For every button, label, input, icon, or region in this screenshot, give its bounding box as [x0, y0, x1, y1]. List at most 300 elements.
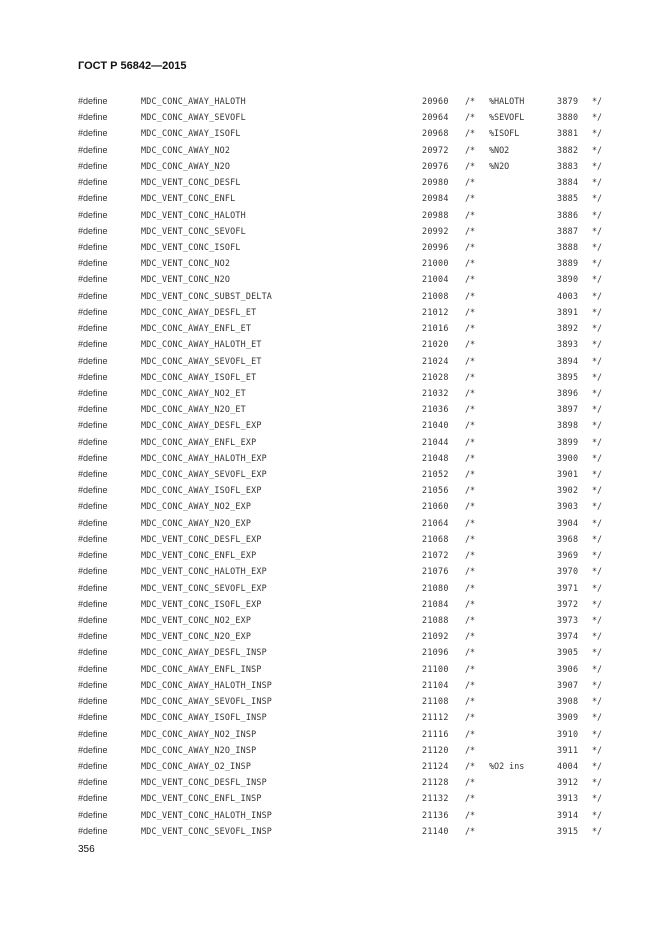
define-row: [0, 94, 661, 110]
define-keyword: #define: [78, 274, 108, 285]
comment-close: */: [592, 241, 603, 252]
comment-close: */: [592, 615, 603, 625]
reference-code: 3902: [557, 485, 579, 496]
define-row: [0, 240, 661, 256]
comment-open: /*: [465, 290, 476, 301]
comment-open: /*: [465, 615, 476, 625]
define-row: [0, 483, 661, 499]
reference-code: 3894: [557, 355, 579, 366]
reference-code: 3893: [557, 339, 579, 350]
define-row: [0, 159, 661, 175]
comment-close: */: [592, 793, 603, 804]
comment-open: /*: [465, 96, 476, 106]
macro-value: 21028: [422, 371, 449, 382]
comment-close: */: [592, 436, 603, 447]
comment-open: /*: [465, 501, 476, 512]
comment-open: /*: [465, 177, 476, 188]
define-row: [0, 808, 661, 824]
reference-code: 3898: [557, 420, 579, 431]
macro-value: 21140: [422, 825, 449, 836]
reference-code: 3886: [557, 209, 579, 220]
macro-name: MDC_CONC_AWAY_N2O_EXP: [141, 517, 252, 528]
macro-value: 21064: [422, 517, 449, 528]
define-row: [0, 337, 661, 353]
comment-close: */: [592, 663, 603, 674]
macro-name: MDC_CONC_AWAY_ISOFL_INSP: [141, 712, 267, 723]
define-keyword: #define: [78, 533, 108, 544]
comment-close: */: [592, 96, 603, 106]
comment-close: */: [592, 144, 603, 155]
define-row: [0, 208, 661, 224]
macro-name: MDC_CONC_AWAY_DESFL_EXP: [141, 420, 262, 431]
comment-open: /*: [465, 128, 476, 139]
macro-value: 21060: [422, 501, 449, 512]
macro-value: 21100: [422, 663, 449, 674]
define-row: [0, 289, 661, 305]
define-keyword: #define: [78, 663, 108, 674]
comment-open: /*: [465, 809, 476, 820]
macro-value: 21132: [422, 793, 449, 804]
macro-value: 20964: [422, 112, 449, 123]
comment-close: */: [592, 193, 603, 204]
comment-open: /*: [465, 485, 476, 496]
comment-close: */: [592, 128, 603, 139]
comment-close: */: [592, 225, 603, 236]
macro-name: MDC_VENT_CONC_N2O: [141, 274, 231, 285]
define-keyword: #define: [78, 582, 108, 593]
comment-open: /*: [465, 160, 476, 171]
comment-close: */: [592, 825, 603, 836]
macro-value: 21020: [422, 339, 449, 350]
comment-open: /*: [465, 452, 476, 463]
macro-value: 20968: [422, 128, 449, 139]
macro-name: MDC_VENT_CONC_DESFL_INSP: [141, 777, 267, 788]
define-keyword: #define: [78, 631, 108, 642]
define-keyword: #define: [78, 258, 108, 269]
macro-name: MDC_CONC_AWAY_NO2_INSP: [141, 728, 257, 739]
macro-value: 21120: [422, 744, 449, 755]
macro-name: MDC_CONC_AWAY_N2O_ET: [141, 404, 246, 415]
reference-code: 3904: [557, 517, 579, 528]
comment-open: /*: [465, 469, 476, 480]
comment-open: /*: [465, 258, 476, 269]
comment-close: */: [592, 371, 603, 382]
comment-close: */: [592, 647, 603, 658]
comment-open: /*: [465, 144, 476, 155]
macro-name: MDC_CONC_AWAY_O2_INSP: [141, 760, 252, 771]
reference-code: 3887: [557, 225, 579, 236]
define-keyword: #define: [78, 323, 108, 334]
define-keyword: #define: [78, 112, 108, 123]
macro-value: 21016: [422, 323, 449, 334]
reference-code: 3899: [557, 436, 579, 447]
comment-close: */: [592, 582, 603, 593]
comment-open: /*: [465, 420, 476, 431]
reference-code: 3968: [557, 533, 579, 544]
macro-value: 21024: [422, 355, 449, 366]
reference-code: 3974: [557, 631, 579, 642]
reference-code: 3901: [557, 469, 579, 480]
define-keyword: #define: [78, 241, 108, 252]
reference-code: 3910: [557, 728, 579, 739]
comment-open: /*: [465, 225, 476, 236]
define-row: [0, 451, 661, 467]
define-row: [0, 126, 661, 142]
comment-close: */: [592, 501, 603, 512]
define-row: [0, 824, 661, 840]
reference-code: 3911: [557, 744, 579, 755]
define-keyword: #define: [78, 696, 108, 707]
define-row: [0, 629, 661, 645]
comment-open: /*: [465, 728, 476, 739]
macro-name: MDC_VENT_CONC_SUBST_DELTA: [141, 290, 273, 301]
comment-close: */: [592, 566, 603, 577]
comment-open: /*: [465, 306, 476, 317]
define-row: [0, 548, 661, 564]
reference-code: 3888: [557, 241, 579, 252]
macro-value: 20976: [422, 160, 449, 171]
define-keyword: #define: [78, 177, 108, 188]
comment-open: /*: [465, 193, 476, 204]
reference-code: 3914: [557, 809, 579, 820]
macro-name: MDC_CONC_AWAY_ISOFL: [141, 128, 241, 139]
comment-open: /*: [465, 533, 476, 544]
define-keyword: #define: [78, 387, 108, 398]
comment-open: /*: [465, 696, 476, 707]
comment-open: /*: [465, 387, 476, 398]
define-row: [0, 727, 661, 743]
macro-value: 21004: [422, 274, 449, 285]
comment-close: */: [592, 258, 603, 269]
comment-open: /*: [465, 566, 476, 577]
macro-value: 21012: [422, 306, 449, 317]
macro-value: 21108: [422, 696, 449, 707]
comment-close: */: [592, 387, 603, 398]
macro-value: 21056: [422, 485, 449, 496]
define-keyword: #define: [78, 339, 108, 350]
define-keyword: #define: [78, 566, 108, 577]
reference-code: 3879: [557, 96, 579, 106]
macro-name: MDC_VENT_CONC_N2O_EXP: [141, 631, 252, 642]
comment-close: */: [592, 469, 603, 480]
reference-code: 3903: [557, 501, 579, 512]
comment-tag: %ISOFL: [489, 128, 520, 139]
define-row: [0, 532, 661, 548]
macro-name: MDC_CONC_AWAY_SEVOFL_INSP: [141, 696, 273, 707]
comment-tag: %O2 ins: [489, 760, 525, 771]
macro-name: MDC_CONC_AWAY_N2O: [141, 160, 231, 171]
define-keyword: #define: [78, 128, 108, 139]
reference-code: 3915: [557, 825, 579, 836]
comment-open: /*: [465, 744, 476, 755]
define-row: [0, 759, 661, 775]
reference-code: 3971: [557, 582, 579, 593]
comment-open: /*: [465, 323, 476, 334]
define-keyword: #define: [78, 825, 108, 836]
comment-close: */: [592, 339, 603, 350]
macro-name: MDC_CONC_AWAY_NO2: [141, 144, 231, 155]
comment-close: */: [592, 728, 603, 739]
define-row: [0, 694, 661, 710]
define-keyword: #define: [78, 517, 108, 528]
macro-value: 21096: [422, 647, 449, 658]
define-row: [0, 386, 661, 402]
define-row: [0, 256, 661, 272]
define-row: [0, 499, 661, 515]
macro-name: MDC_CONC_AWAY_N2O_INSP: [141, 744, 257, 755]
comment-close: */: [592, 533, 603, 544]
reference-code: 3889: [557, 258, 579, 269]
define-row: [0, 581, 661, 597]
macro-name: MDC_VENT_CONC_ENFL: [141, 193, 236, 204]
comment-open: /*: [465, 339, 476, 350]
reference-code: 3885: [557, 193, 579, 204]
define-keyword: #define: [78, 144, 108, 155]
macro-name: MDC_VENT_CONC_ISOFL_EXP: [141, 598, 262, 609]
comment-tag: %N2O: [489, 160, 510, 171]
define-row: [0, 272, 661, 288]
macro-name: MDC_VENT_CONC_ENFL_EXP: [141, 550, 257, 561]
define-row: [0, 613, 661, 629]
define-row: [0, 597, 661, 613]
define-row: [0, 305, 661, 321]
define-row: [0, 564, 661, 580]
macro-name: MDC_VENT_CONC_HALOTH_INSP: [141, 809, 273, 820]
comment-close: */: [592, 290, 603, 301]
comment-open: /*: [465, 550, 476, 561]
define-row: [0, 418, 661, 434]
comment-close: */: [592, 631, 603, 642]
define-keyword: #define: [78, 712, 108, 723]
macro-value: 21124: [422, 760, 449, 771]
comment-close: */: [592, 517, 603, 528]
macro-name: MDC_CONC_AWAY_ISOFL_ET: [141, 371, 257, 382]
define-keyword: #define: [78, 777, 108, 788]
comment-open: /*: [465, 712, 476, 723]
define-row: [0, 791, 661, 807]
reference-code: 3892: [557, 323, 579, 334]
define-row: [0, 191, 661, 207]
comment-close: */: [592, 712, 603, 723]
macro-name: MDC_VENT_CONC_DESFL: [141, 177, 241, 188]
define-keyword: #define: [78, 598, 108, 609]
macro-name: MDC_CONC_AWAY_NO2_ET: [141, 387, 246, 398]
macro-name: MDC_CONC_AWAY_NO2_EXP: [141, 501, 252, 512]
macro-value: 21088: [422, 615, 449, 625]
define-row: [0, 321, 661, 337]
comment-open: /*: [465, 760, 476, 771]
reference-code: 3882: [557, 144, 579, 155]
page-number: 356: [78, 844, 95, 855]
define-row: [0, 224, 661, 240]
comment-open: /*: [465, 598, 476, 609]
define-row: [0, 467, 661, 483]
define-row: [0, 678, 661, 694]
comment-close: */: [592, 452, 603, 463]
macro-value: 20996: [422, 241, 449, 252]
define-keyword: #define: [78, 679, 108, 690]
comment-tag: %NO2: [489, 144, 510, 155]
define-keyword: #define: [78, 355, 108, 366]
comment-close: */: [592, 550, 603, 561]
reference-code: 3907: [557, 679, 579, 690]
macro-value: 21068: [422, 533, 449, 544]
comment-close: */: [592, 696, 603, 707]
define-row: [0, 354, 661, 370]
macro-name: MDC_CONC_AWAY_SEVOFL: [141, 112, 246, 123]
define-keyword: #define: [78, 160, 108, 171]
comment-close: */: [592, 306, 603, 317]
comment-open: /*: [465, 663, 476, 674]
macro-value: 21036: [422, 404, 449, 415]
comment-tag: %HALOTH: [489, 96, 525, 106]
define-row: [0, 662, 661, 678]
comment-open: /*: [465, 404, 476, 415]
define-keyword: #define: [78, 209, 108, 220]
comment-close: */: [592, 160, 603, 171]
define-keyword: #define: [78, 290, 108, 301]
define-keyword: #define: [78, 550, 108, 561]
reference-code: 3969: [557, 550, 579, 561]
macro-value: 21128: [422, 777, 449, 788]
macro-name: MDC_VENT_CONC_ENFL_INSP: [141, 793, 262, 804]
reference-code: 3973: [557, 615, 579, 625]
macro-value: 20992: [422, 225, 449, 236]
comment-open: /*: [465, 582, 476, 593]
comment-open: /*: [465, 209, 476, 220]
macro-name: MDC_VENT_CONC_HALOTH_EXP: [141, 566, 267, 577]
define-keyword: #define: [78, 420, 108, 431]
define-keyword: #define: [78, 728, 108, 739]
reference-code: 3909: [557, 712, 579, 723]
define-row: [0, 710, 661, 726]
comment-close: */: [592, 209, 603, 220]
macro-name: MDC_VENT_CONC_SEVOFL_EXP: [141, 582, 267, 593]
define-keyword: #define: [78, 96, 108, 106]
define-keyword: #define: [78, 452, 108, 463]
macro-name: MDC_VENT_CONC_NO2: [141, 258, 231, 269]
macro-value: 21044: [422, 436, 449, 447]
macro-name: MDC_VENT_CONC_HALOTH: [141, 209, 246, 220]
define-row: [0, 402, 661, 418]
macro-value: 21104: [422, 679, 449, 690]
reference-code: 3896: [557, 387, 579, 398]
reference-code: 3905: [557, 647, 579, 658]
macro-value: 21092: [422, 631, 449, 642]
comment-close: */: [592, 744, 603, 755]
comment-open: /*: [465, 777, 476, 788]
comment-close: */: [592, 404, 603, 415]
comment-open: /*: [465, 371, 476, 382]
define-keyword: #define: [78, 793, 108, 804]
reference-code: 3895: [557, 371, 579, 382]
reference-code: 3972: [557, 598, 579, 609]
define-row: [0, 516, 661, 532]
reference-code: 3897: [557, 404, 579, 415]
define-row: [0, 143, 661, 159]
define-keyword: #define: [78, 760, 108, 771]
define-keyword: #define: [78, 225, 108, 236]
comment-open: /*: [465, 112, 476, 123]
define-keyword: #define: [78, 306, 108, 317]
macro-value: 20988: [422, 209, 449, 220]
reference-code: 3884: [557, 177, 579, 188]
macro-value: 21112: [422, 712, 449, 723]
reference-code: 3883: [557, 160, 579, 171]
macro-value: 21000: [422, 258, 449, 269]
comment-close: */: [592, 177, 603, 188]
define-keyword: #define: [78, 647, 108, 658]
define-keyword: #define: [78, 436, 108, 447]
define-keyword: #define: [78, 501, 108, 512]
define-keyword: #define: [78, 485, 108, 496]
reference-code: 4004: [557, 760, 579, 771]
macro-name: MDC_CONC_AWAY_ENFL_ET: [141, 323, 252, 334]
comment-close: */: [592, 679, 603, 690]
macro-value: 21008: [422, 290, 449, 301]
comment-open: /*: [465, 241, 476, 252]
reference-code: 3912: [557, 777, 579, 788]
macro-name: MDC_CONC_AWAY_DESFL_INSP: [141, 647, 267, 658]
comment-close: */: [592, 112, 603, 123]
macro-name: MDC_CONC_AWAY_HALOTH_ET: [141, 339, 262, 350]
macro-value: 20984: [422, 193, 449, 204]
macro-value: 21048: [422, 452, 449, 463]
define-keyword: #define: [78, 469, 108, 480]
reference-code: 3913: [557, 793, 579, 804]
comment-open: /*: [465, 793, 476, 804]
reference-code: 3906: [557, 663, 579, 674]
reference-code: 3891: [557, 306, 579, 317]
comment-tag: %SEVOFL: [489, 112, 525, 123]
comment-close: */: [592, 485, 603, 496]
define-row: [0, 435, 661, 451]
reference-code: 3890: [557, 274, 579, 285]
define-row: [0, 775, 661, 791]
comment-close: */: [592, 760, 603, 771]
macro-value: 21076: [422, 566, 449, 577]
define-row: [0, 743, 661, 759]
macro-value: 21084: [422, 598, 449, 609]
macro-value: 21072: [422, 550, 449, 561]
define-row: [0, 370, 661, 386]
reference-code: 3900: [557, 452, 579, 463]
comment-close: */: [592, 809, 603, 820]
comment-close: */: [592, 598, 603, 609]
reference-code: 3880: [557, 112, 579, 123]
comment-open: /*: [465, 355, 476, 366]
macro-value: 20980: [422, 177, 449, 188]
macro-value: 21040: [422, 420, 449, 431]
macro-name: MDC_VENT_CONC_ISOFL: [141, 241, 241, 252]
comment-open: /*: [465, 631, 476, 642]
macro-value: 20972: [422, 144, 449, 155]
reference-code: 3881: [557, 128, 579, 139]
macro-name: MDC_VENT_CONC_DESFL_EXP: [141, 533, 262, 544]
macro-name: MDC_CONC_AWAY_SEVOFL_ET: [141, 355, 262, 366]
macro-name: MDC_CONC_AWAY_SEVOFL_EXP: [141, 469, 267, 480]
macro-name: MDC_VENT_CONC_SEVOFL: [141, 225, 246, 236]
comment-open: /*: [465, 825, 476, 836]
comment-close: */: [592, 355, 603, 366]
define-keyword: #define: [78, 404, 108, 415]
macro-value: 21032: [422, 387, 449, 398]
define-keyword: #define: [78, 371, 108, 382]
macro-value: 20960: [422, 96, 449, 106]
macro-name: MDC_CONC_AWAY_ISOFL_EXP: [141, 485, 262, 496]
macro-value: 21116: [422, 728, 449, 739]
macro-name: MDC_VENT_CONC_SEVOFL_INSP: [141, 825, 273, 836]
